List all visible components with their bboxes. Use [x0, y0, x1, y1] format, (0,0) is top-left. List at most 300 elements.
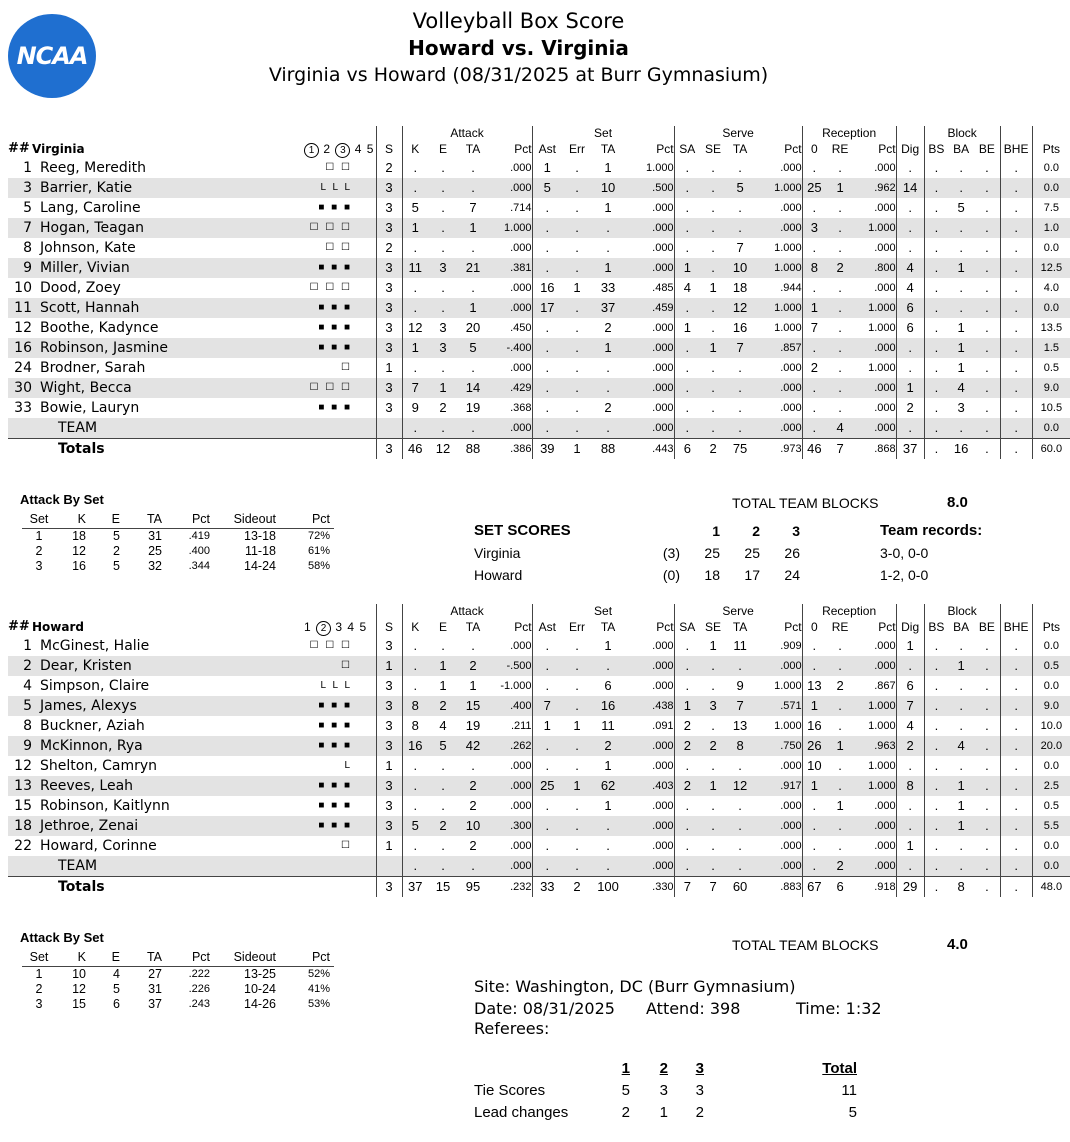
stat-cell: .429: [488, 378, 532, 398]
stat-cell: 0.5: [1032, 796, 1070, 816]
stat-cell: .: [674, 238, 700, 258]
stat-cell: 4: [896, 258, 924, 278]
stat-cell: 33: [532, 877, 562, 898]
stat-cell: .: [802, 836, 826, 856]
stat-cell: .: [896, 198, 924, 218]
stat-cell: .: [1000, 338, 1032, 358]
stat-cell: .867: [874, 680, 896, 692]
team-row-label: TEAM: [32, 418, 208, 439]
stat-cell: 0.0: [1032, 178, 1070, 198]
stat-cell: .000: [754, 816, 802, 836]
stat-cell: 6: [896, 318, 924, 338]
column-header: BE: [978, 142, 995, 156]
date-line: Date: 08/31/2025: [474, 999, 615, 1018]
tie-value: 5: [621, 1082, 630, 1099]
stat-cell: .000: [652, 760, 674, 772]
stat-cell: 2: [604, 320, 612, 335]
player-name: Reeves, Leah: [32, 776, 208, 796]
stat-cell: .: [802, 418, 826, 439]
stat-cell: .: [674, 676, 700, 696]
stat-cell: .: [402, 776, 428, 796]
attack-by-set-row: [22, 544, 334, 559]
stat-cell: 0.0: [1032, 158, 1070, 178]
stat-cell: 7: [726, 338, 754, 358]
participation-marks: L: [344, 760, 352, 771]
stat-cell: 67: [802, 877, 826, 898]
player-row: [8, 636, 1070, 656]
stat-cell: 3: [376, 696, 402, 716]
stat-cell: 1.000: [774, 680, 802, 692]
stat-cell: .: [838, 838, 842, 853]
stat-cell: 4: [896, 278, 924, 298]
attack-by-set-cell: 18: [72, 529, 86, 543]
stat-cell: 4: [826, 418, 854, 439]
stat-cell: .: [711, 360, 715, 375]
stat-cell: 3: [700, 696, 726, 716]
column-header: BS: [924, 618, 948, 636]
stat-cell: 1: [604, 798, 612, 813]
stat-cell: .: [1000, 696, 1032, 716]
stat-cell: .: [924, 318, 948, 338]
sets-won: (0): [662, 567, 680, 583]
stat-cell: .: [826, 696, 854, 716]
player-name: Robinson, Jasmine: [32, 338, 208, 358]
column-header: K: [402, 618, 428, 636]
stat-cell: .: [532, 358, 562, 378]
stat-cell: 0.0: [1032, 418, 1070, 439]
column-header: Err: [569, 620, 586, 634]
stat-cell: .: [802, 338, 826, 358]
stat-cell: .: [402, 298, 428, 318]
jersey-number: 10: [14, 280, 32, 296]
totals-row: [8, 877, 1070, 898]
stat-cell: .000: [488, 418, 532, 439]
stat-cell: 29: [896, 877, 924, 898]
stat-cell: .: [1000, 278, 1032, 298]
stat-cell: 1: [896, 836, 924, 856]
set-selector-item: 3: [335, 620, 344, 634]
matchup-title: Howard vs. Virginia: [408, 36, 629, 60]
stat-cell: .: [532, 756, 562, 776]
group-header-attack: Attack: [402, 604, 532, 618]
attack-by-set-cell: 53%: [307, 998, 330, 1010]
stat-cell: .: [1000, 656, 1032, 676]
player-row: [8, 198, 1070, 218]
stat-cell: .: [924, 796, 948, 816]
jersey-number: 12: [14, 320, 32, 336]
stat-cell: .: [974, 696, 1000, 716]
stat-cell: .: [700, 258, 726, 278]
player-name: Howard, Corinne: [40, 838, 157, 854]
stat-cell: .: [948, 218, 974, 238]
stat-cell: .: [948, 856, 974, 877]
attack-by-set-cell: .419: [188, 530, 210, 542]
stat-cell: .: [924, 218, 948, 238]
stat-cell: .: [471, 160, 475, 175]
stat-cell: .: [838, 400, 842, 415]
stat-cell: .330: [624, 877, 674, 898]
stat-cell: .: [458, 856, 488, 877]
attack-by-set-cell: 2: [113, 544, 120, 558]
stat-cell: .: [985, 798, 989, 813]
stat-cell: .: [985, 758, 989, 773]
participation-marks: ☐: [341, 362, 352, 373]
stat-cell: 2: [674, 736, 700, 756]
stat-cell: 15: [428, 877, 458, 898]
stat-cell: .: [674, 338, 700, 358]
stat-cell: .: [1000, 418, 1032, 439]
player-row: [8, 258, 1070, 278]
stat-cell: .: [924, 636, 948, 656]
stat-cell: 0.0: [1032, 756, 1070, 776]
stat-cell: .: [896, 656, 924, 676]
stat-cell: .: [802, 796, 826, 816]
jersey-number: 18: [8, 816, 32, 836]
stat-cell: 7: [700, 877, 726, 898]
stat-cell: 1.5: [1032, 338, 1070, 358]
stat-cell: .000: [510, 162, 532, 174]
set-selector-item: 4: [354, 142, 363, 156]
stat-cell: .386: [488, 439, 532, 460]
set-selector: [208, 618, 368, 636]
stat-cell: .: [726, 856, 754, 877]
column-header: RE: [831, 142, 849, 156]
stat-cell: .: [562, 816, 592, 836]
stat-cell: 3: [376, 378, 402, 398]
stat-cell: .: [532, 676, 562, 696]
player-row: [8, 298, 1070, 318]
stat-cell: .962: [854, 178, 896, 198]
stat-cell: .: [674, 656, 700, 676]
column-header: Pct: [656, 620, 674, 634]
attack-by-set-cell: 14-26: [244, 997, 276, 1011]
stat-cell: .: [1000, 439, 1032, 460]
stat-cell: .211: [510, 720, 532, 732]
stat-cell: .: [924, 656, 948, 676]
player-name: Shelton, Camryn: [40, 758, 157, 774]
stat-cell: 3: [376, 676, 402, 696]
stat-cell: .000: [624, 656, 674, 676]
stat-cell: 11: [402, 258, 428, 278]
participation-marks: ■ ■ ■: [318, 322, 352, 333]
stat-cell: 1: [573, 280, 581, 295]
stat-cell: .: [738, 798, 742, 813]
stat-cell: 16: [802, 716, 826, 736]
participation-marks: ■ ■ ■: [208, 776, 356, 796]
stat-cell: 1: [402, 338, 428, 358]
participation-marks: ☐ ☐ ☐: [309, 282, 352, 293]
stat-cell: 1: [532, 158, 562, 178]
stat-cell: 6: [674, 439, 700, 460]
player-row: [8, 796, 1070, 816]
stat-cell: .: [838, 200, 842, 215]
stat-cell: 9.0: [1032, 696, 1070, 716]
tie-total: 11: [841, 1082, 857, 1099]
stat-cell: .485: [652, 282, 674, 294]
stat-cell: .000: [780, 362, 802, 374]
stat-cell: 1.000: [646, 162, 674, 174]
participation-marks: L L L: [320, 680, 352, 691]
stat-cell: .000: [854, 656, 896, 676]
stat-cell: 1: [592, 258, 624, 278]
stat-cell: 5: [402, 816, 428, 836]
attack-by-set-cell: 10: [72, 967, 86, 981]
stat-cell: .: [738, 838, 742, 853]
player-name: McGinest, Halie: [40, 638, 150, 654]
stat-cell: .: [924, 198, 948, 218]
stat-cell: .000: [624, 856, 674, 877]
stat-cell: .000: [652, 800, 674, 812]
player-row: [8, 218, 1070, 238]
attack-by-set-cell: 32: [148, 559, 162, 573]
stat-cell: 7: [674, 877, 700, 898]
stat-cell: .: [985, 160, 989, 175]
stat-cell: .: [458, 418, 488, 439]
stat-cell: 5: [726, 178, 754, 198]
stat-cell: 19: [465, 400, 481, 415]
stat-cell: .000: [874, 162, 896, 174]
stat-cell: .: [1000, 318, 1032, 338]
stat-cell: .: [402, 278, 428, 298]
stat-cell: .: [402, 856, 428, 877]
stat-cell: .: [896, 796, 924, 816]
stat-cell: .: [428, 856, 458, 877]
attack-by-set-header: Set: [22, 949, 56, 967]
stat-cell: 1: [957, 798, 965, 813]
stat-cell: .500: [624, 178, 674, 198]
stat-cell: 7: [802, 318, 826, 338]
attack-by-set-header: Sideout: [214, 511, 280, 529]
player-row: [8, 278, 1070, 298]
stat-cell: .000: [874, 242, 896, 254]
stat-cell: 6: [896, 298, 924, 318]
stat-cell: .: [532, 378, 562, 398]
stat-cell: .: [471, 758, 475, 773]
stat-cell: 6: [604, 678, 612, 693]
team-name: Virginia: [32, 142, 85, 156]
stat-cell: .: [674, 298, 700, 318]
tie-scores-table: [474, 1058, 857, 1124]
jersey-number: 9: [8, 258, 32, 278]
column-header: TA: [732, 142, 748, 156]
stat-cell: .: [402, 796, 428, 816]
column-header: Pct: [514, 620, 532, 634]
stat-cell: .: [959, 838, 963, 853]
stat-cell: 1: [604, 758, 612, 773]
column-header: Pct: [784, 142, 802, 156]
player-row: [8, 816, 1070, 836]
stat-cell: .: [985, 678, 989, 693]
column-header: RE: [831, 620, 849, 634]
stat-cell: 3: [428, 258, 458, 278]
totals-label: Totals: [32, 877, 208, 898]
column-header: SA: [674, 140, 700, 158]
stat-cell: .: [592, 218, 624, 238]
stat-cell: .: [441, 360, 445, 375]
stat-cell: .909: [780, 640, 802, 652]
stat-cell: .: [896, 756, 924, 776]
stat-cell: 12: [428, 439, 458, 460]
stat-cell: .: [532, 258, 562, 278]
stat-cell: .000: [754, 856, 802, 877]
stat-cell: .: [471, 360, 475, 375]
column-header: 0: [802, 618, 826, 636]
stat-cell: .: [738, 360, 742, 375]
column-header: Dig: [896, 618, 924, 636]
stat-cell: 1: [709, 638, 717, 653]
stat-cell: .: [826, 338, 854, 358]
stat-cell: .: [711, 320, 715, 335]
jersey-number: 1: [23, 638, 32, 654]
player-name: Reeg, Meredith: [40, 160, 147, 176]
stat-cell: 2: [674, 776, 700, 796]
stat-cell: .: [402, 636, 428, 656]
stat-cell: .: [711, 160, 715, 175]
tie-total: 5: [848, 1104, 857, 1121]
stat-cell: .000: [652, 640, 674, 652]
stat-cell: .: [441, 200, 445, 215]
column-header: Ast: [532, 140, 562, 158]
stat-cell: .: [711, 678, 715, 693]
stat-cell: .: [948, 696, 974, 716]
stat-cell: .: [592, 656, 624, 676]
attack-by-set-cell: 16: [72, 559, 86, 573]
hash-label: ##: [8, 619, 30, 634]
stat-cell: 1: [802, 298, 826, 318]
stat-cell: 1: [604, 638, 612, 653]
stat-cell: 7: [826, 439, 854, 460]
attack-by-set-cell: 5: [113, 559, 120, 573]
stat-cell: .000: [780, 202, 802, 214]
stat-cell: 2: [592, 736, 624, 756]
stat-cell: 1.000: [754, 178, 802, 198]
team-name: Howard: [32, 620, 84, 634]
stat-cell: 7: [896, 696, 924, 716]
participation-marks: ■ ■ ■: [318, 800, 352, 811]
stat-cell: .: [1000, 358, 1032, 378]
stat-cell: .: [606, 360, 610, 375]
stat-cell: .: [1000, 636, 1032, 656]
stat-cell: 8: [402, 696, 428, 716]
stat-cell: 0.5: [1032, 358, 1070, 378]
column-header: TA: [465, 142, 481, 156]
stat-cell: .000: [874, 402, 896, 414]
stat-cell: 25: [532, 776, 562, 796]
stat-cell: .: [402, 238, 428, 258]
stat-cell: .: [562, 696, 592, 716]
stat-cell: .: [802, 278, 826, 298]
jersey-number: 15: [14, 798, 32, 814]
participation-marks: ■ ■ ■: [208, 816, 356, 836]
virginia-box-score-table: [8, 126, 1070, 459]
stat-cell: .: [924, 756, 948, 776]
stat-cell: 1: [674, 258, 700, 278]
stat-cell: 3: [376, 636, 402, 656]
stat-cell: 9: [736, 678, 744, 693]
group-header-set: Set: [532, 604, 674, 618]
stat-cell: .: [532, 238, 562, 258]
stat-cell: .: [1000, 877, 1032, 898]
attack-by-set-cell: 10-24: [244, 982, 276, 996]
stat-cell: .: [532, 398, 562, 418]
stat-cell: .: [826, 656, 854, 676]
stat-cell: 1: [439, 678, 447, 693]
stat-cell: .: [924, 358, 948, 378]
stat-cell: .: [674, 158, 700, 178]
stat-cell: .: [924, 877, 948, 898]
stat-cell: .: [562, 418, 592, 439]
stat-cell: .459: [624, 298, 674, 318]
stat-cell: .: [959, 718, 963, 733]
column-header: SE: [705, 620, 722, 634]
column-header: BE: [978, 620, 995, 634]
stat-cell: 5.5: [1032, 816, 1070, 836]
stat-cell: .000: [488, 178, 532, 198]
stat-cell: .: [1000, 776, 1032, 796]
stat-cell: .: [1000, 836, 1032, 856]
stat-cell: 2: [562, 877, 592, 898]
stat-cell: .: [606, 838, 610, 853]
stat-cell: 1: [802, 696, 826, 716]
stat-cell: .: [838, 320, 842, 335]
stat-cell: 14: [458, 378, 488, 398]
stat-cell: 2: [896, 736, 924, 756]
stat-cell: 1: [674, 696, 700, 716]
stat-cell: .: [802, 816, 826, 836]
tie-value: 2: [695, 1104, 704, 1121]
stat-cell: 3: [376, 736, 402, 756]
column-header: BA: [953, 142, 970, 156]
stat-cell: 75: [726, 439, 754, 460]
stat-cell: .: [402, 178, 428, 198]
stat-cell: .: [592, 378, 624, 398]
column-header: Pct: [784, 620, 802, 634]
stat-cell: .: [674, 418, 700, 439]
stat-cell: .443: [624, 439, 674, 460]
stat-cell: .: [674, 178, 700, 198]
stat-cell: .: [802, 378, 826, 398]
stat-cell: 3: [376, 258, 402, 278]
stat-cell: .: [1000, 816, 1032, 836]
stat-cell: .: [700, 298, 726, 318]
player-row: [8, 338, 1070, 358]
stat-cell: .750: [754, 736, 802, 756]
player-row: [8, 238, 1070, 258]
stat-cell: 1: [469, 678, 477, 693]
stat-cell: 1: [948, 776, 974, 796]
attack-by-set-cell: .243: [188, 998, 210, 1010]
stat-cell: .: [562, 218, 592, 238]
stat-cell: .: [896, 338, 924, 358]
stat-cell: .000: [510, 362, 532, 374]
column-header: E: [438, 142, 447, 156]
stat-cell: .: [562, 378, 592, 398]
stat-cell: .000: [488, 776, 532, 796]
stat-cell: 16: [948, 439, 974, 460]
stat-cell: .000: [510, 760, 532, 772]
stat-cell: .: [532, 736, 562, 756]
stat-cell: .000: [874, 800, 896, 812]
stat-cell: .: [974, 418, 1000, 439]
stat-cell: 60: [726, 877, 754, 898]
stat-cell: 7.5: [1032, 198, 1070, 218]
stat-cell: .: [924, 439, 948, 460]
stat-cell: 2: [458, 656, 488, 676]
stat-cell: .403: [624, 776, 674, 796]
stat-cell: .: [1000, 198, 1032, 218]
stat-cell: 1.000: [488, 218, 532, 238]
stat-cell: .000: [624, 258, 674, 278]
